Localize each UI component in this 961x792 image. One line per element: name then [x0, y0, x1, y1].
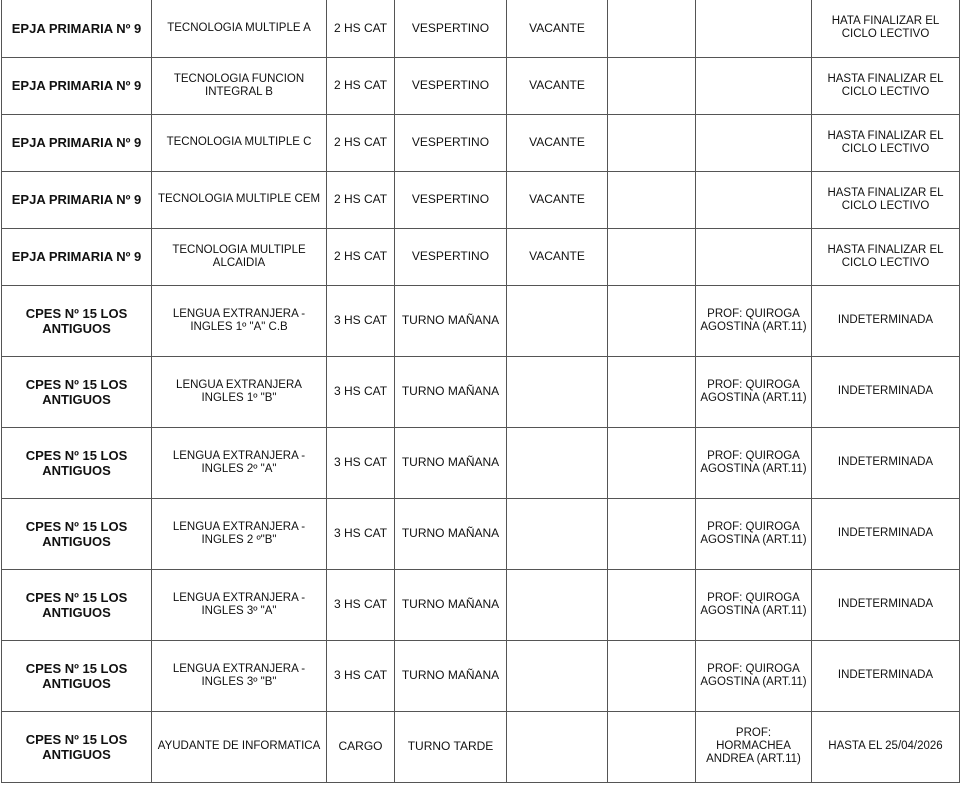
hours-cell: 3 HS CAT — [327, 285, 395, 356]
school-cell: CPES Nº 15 LOS ANTIGUOS — [2, 640, 152, 711]
shift-cell: TURNO MAÑANA — [395, 569, 507, 640]
table-row — [2, 569, 960, 640]
status-cell: VACANTE — [507, 114, 608, 171]
school-cell: CPES Nº 15 LOS ANTIGUOS — [2, 711, 152, 782]
duration-cell: INDETERMINADA — [812, 640, 960, 711]
school-cell: EPJA PRIMARIA Nº 9 — [2, 0, 152, 57]
hours-cell: 2 HS CAT — [327, 114, 395, 171]
shift-cell: VESPERTINO — [395, 114, 507, 171]
hours-cell: 3 HS CAT — [327, 498, 395, 569]
duration-cell: HASTA EL 25/04/2026 — [812, 711, 960, 782]
shift-cell: TURNO TARDE — [395, 711, 507, 782]
table-body — [2, 0, 960, 782]
status-cell — [507, 356, 608, 427]
shift-cell: TURNO MAÑANA — [395, 285, 507, 356]
teacher-cell: PROF: QUIROGA AGOSTINA (ART.11) — [696, 285, 812, 356]
status-cell: VACANTE — [507, 228, 608, 285]
status-cell: VACANTE — [507, 0, 608, 57]
table-row — [2, 498, 960, 569]
empty-cell — [608, 711, 696, 782]
subject-cell: TECNOLOGIA MULTIPLE CEM — [152, 171, 327, 228]
hours-cell: 3 HS CAT — [327, 640, 395, 711]
status-cell — [507, 285, 608, 356]
table-row — [2, 711, 960, 782]
empty-cell — [608, 0, 696, 57]
subject-cell: LENGUA EXTRANJERA - INGLES 3º "A" — [152, 569, 327, 640]
teacher-cell: PROF: QUIROGA AGOSTINA (ART.11) — [696, 569, 812, 640]
empty-cell — [608, 356, 696, 427]
shift-cell: VESPERTINO — [395, 228, 507, 285]
hours-cell: 3 HS CAT — [327, 569, 395, 640]
duration-cell: HASTA FINALIZAR EL CICLO LECTIVO — [812, 57, 960, 114]
duration-cell: INDETERMINADA — [812, 356, 960, 427]
table-row — [2, 356, 960, 427]
status-cell — [507, 427, 608, 498]
vacancy-table — [1, 0, 960, 783]
table-row — [2, 57, 960, 114]
status-cell: VACANTE — [507, 57, 608, 114]
hours-cell: 2 HS CAT — [327, 171, 395, 228]
empty-cell — [608, 114, 696, 171]
school-cell: EPJA PRIMARIA Nº 9 — [2, 171, 152, 228]
status-cell — [507, 711, 608, 782]
teacher-cell — [696, 228, 812, 285]
table-row — [2, 228, 960, 285]
table-row — [2, 0, 960, 57]
teacher-cell — [696, 114, 812, 171]
duration-cell: HASTA FINALIZAR EL CICLO LECTIVO — [812, 171, 960, 228]
status-cell — [507, 640, 608, 711]
duration-cell: HASTA FINALIZAR EL CICLO LECTIVO — [812, 114, 960, 171]
teacher-cell: PROF: QUIROGA AGOSTINA (ART.11) — [696, 356, 812, 427]
status-cell — [507, 498, 608, 569]
empty-cell — [608, 285, 696, 356]
school-cell: EPJA PRIMARIA Nº 9 — [2, 228, 152, 285]
status-cell: VACANTE — [507, 171, 608, 228]
table-row — [2, 285, 960, 356]
subject-cell: LENGUA EXTRANJERA - INGLES 3º "B" — [152, 640, 327, 711]
school-cell: CPES Nº 15 LOS ANTIGUOS — [2, 285, 152, 356]
subject-cell: AYUDANTE DE INFORMATICA — [152, 711, 327, 782]
shift-cell: VESPERTINO — [395, 0, 507, 57]
status-cell — [507, 569, 608, 640]
school-cell: CPES Nº 15 LOS ANTIGUOS — [2, 498, 152, 569]
subject-cell: TECNOLOGIA MULTIPLE C — [152, 114, 327, 171]
empty-cell — [608, 171, 696, 228]
duration-cell: HATA FINALIZAR EL CICLO LECTIVO — [812, 0, 960, 57]
hours-cell: 2 HS CAT — [327, 0, 395, 57]
shift-cell: TURNO MAÑANA — [395, 640, 507, 711]
duration-cell: INDETERMINADA — [812, 427, 960, 498]
hours-cell: 2 HS CAT — [327, 57, 395, 114]
empty-cell — [608, 57, 696, 114]
empty-cell — [608, 228, 696, 285]
table-row — [2, 640, 960, 711]
shift-cell: TURNO MAÑANA — [395, 427, 507, 498]
teacher-cell: PROF: QUIROGA AGOSTINA (ART.11) — [696, 427, 812, 498]
school-cell: CPES Nº 15 LOS ANTIGUOS — [2, 427, 152, 498]
table-row — [2, 171, 960, 228]
teacher-cell: PROF: HORMACHEA ANDREA (ART.11) — [696, 711, 812, 782]
empty-cell — [608, 498, 696, 569]
empty-cell — [608, 427, 696, 498]
duration-cell: INDETERMINADA — [812, 285, 960, 356]
subject-cell: TECNOLOGIA FUNCION INTEGRAL B — [152, 57, 327, 114]
subject-cell: LENGUA EXTRANJERA - INGLES 1º "A" C.B — [152, 285, 327, 356]
duration-cell: INDETERMINADA — [812, 498, 960, 569]
school-cell: CPES Nº 15 LOS ANTIGUOS — [2, 356, 152, 427]
empty-cell — [608, 640, 696, 711]
hours-cell: CARGO — [327, 711, 395, 782]
empty-cell — [608, 569, 696, 640]
hours-cell: 3 HS CAT — [327, 427, 395, 498]
school-cell: EPJA PRIMARIA Nº 9 — [2, 114, 152, 171]
school-cell: CPES Nº 15 LOS ANTIGUOS — [2, 569, 152, 640]
subject-cell: LENGUA EXTRANJERA - INGLES 2 º"B" — [152, 498, 327, 569]
subject-cell: TECNOLOGIA MULTIPLE A — [152, 0, 327, 57]
shift-cell: TURNO MAÑANA — [395, 356, 507, 427]
table-row — [2, 114, 960, 171]
teacher-cell: PROF: QUIROGA AGOSTINA (ART.11) — [696, 640, 812, 711]
table-row — [2, 427, 960, 498]
hours-cell: 2 HS CAT — [327, 228, 395, 285]
duration-cell: HASTA FINALIZAR EL CICLO LECTIVO — [812, 228, 960, 285]
subject-cell: TECNOLOGIA MULTIPLE ALCAIDIA — [152, 228, 327, 285]
shift-cell: VESPERTINO — [395, 171, 507, 228]
subject-cell: LENGUA EXTRANJERA INGLES 1º "B" — [152, 356, 327, 427]
teacher-cell — [696, 0, 812, 57]
shift-cell: TURNO MAÑANA — [395, 498, 507, 569]
hours-cell: 3 HS CAT — [327, 356, 395, 427]
subject-cell: LENGUA EXTRANJERA -INGLES 2º "A" — [152, 427, 327, 498]
duration-cell: INDETERMINADA — [812, 569, 960, 640]
teacher-cell: PROF: QUIROGA AGOSTINA (ART.11) — [696, 498, 812, 569]
teacher-cell — [696, 57, 812, 114]
teacher-cell — [696, 171, 812, 228]
school-cell: EPJA PRIMARIA Nº 9 — [2, 57, 152, 114]
shift-cell: VESPERTINO — [395, 57, 507, 114]
